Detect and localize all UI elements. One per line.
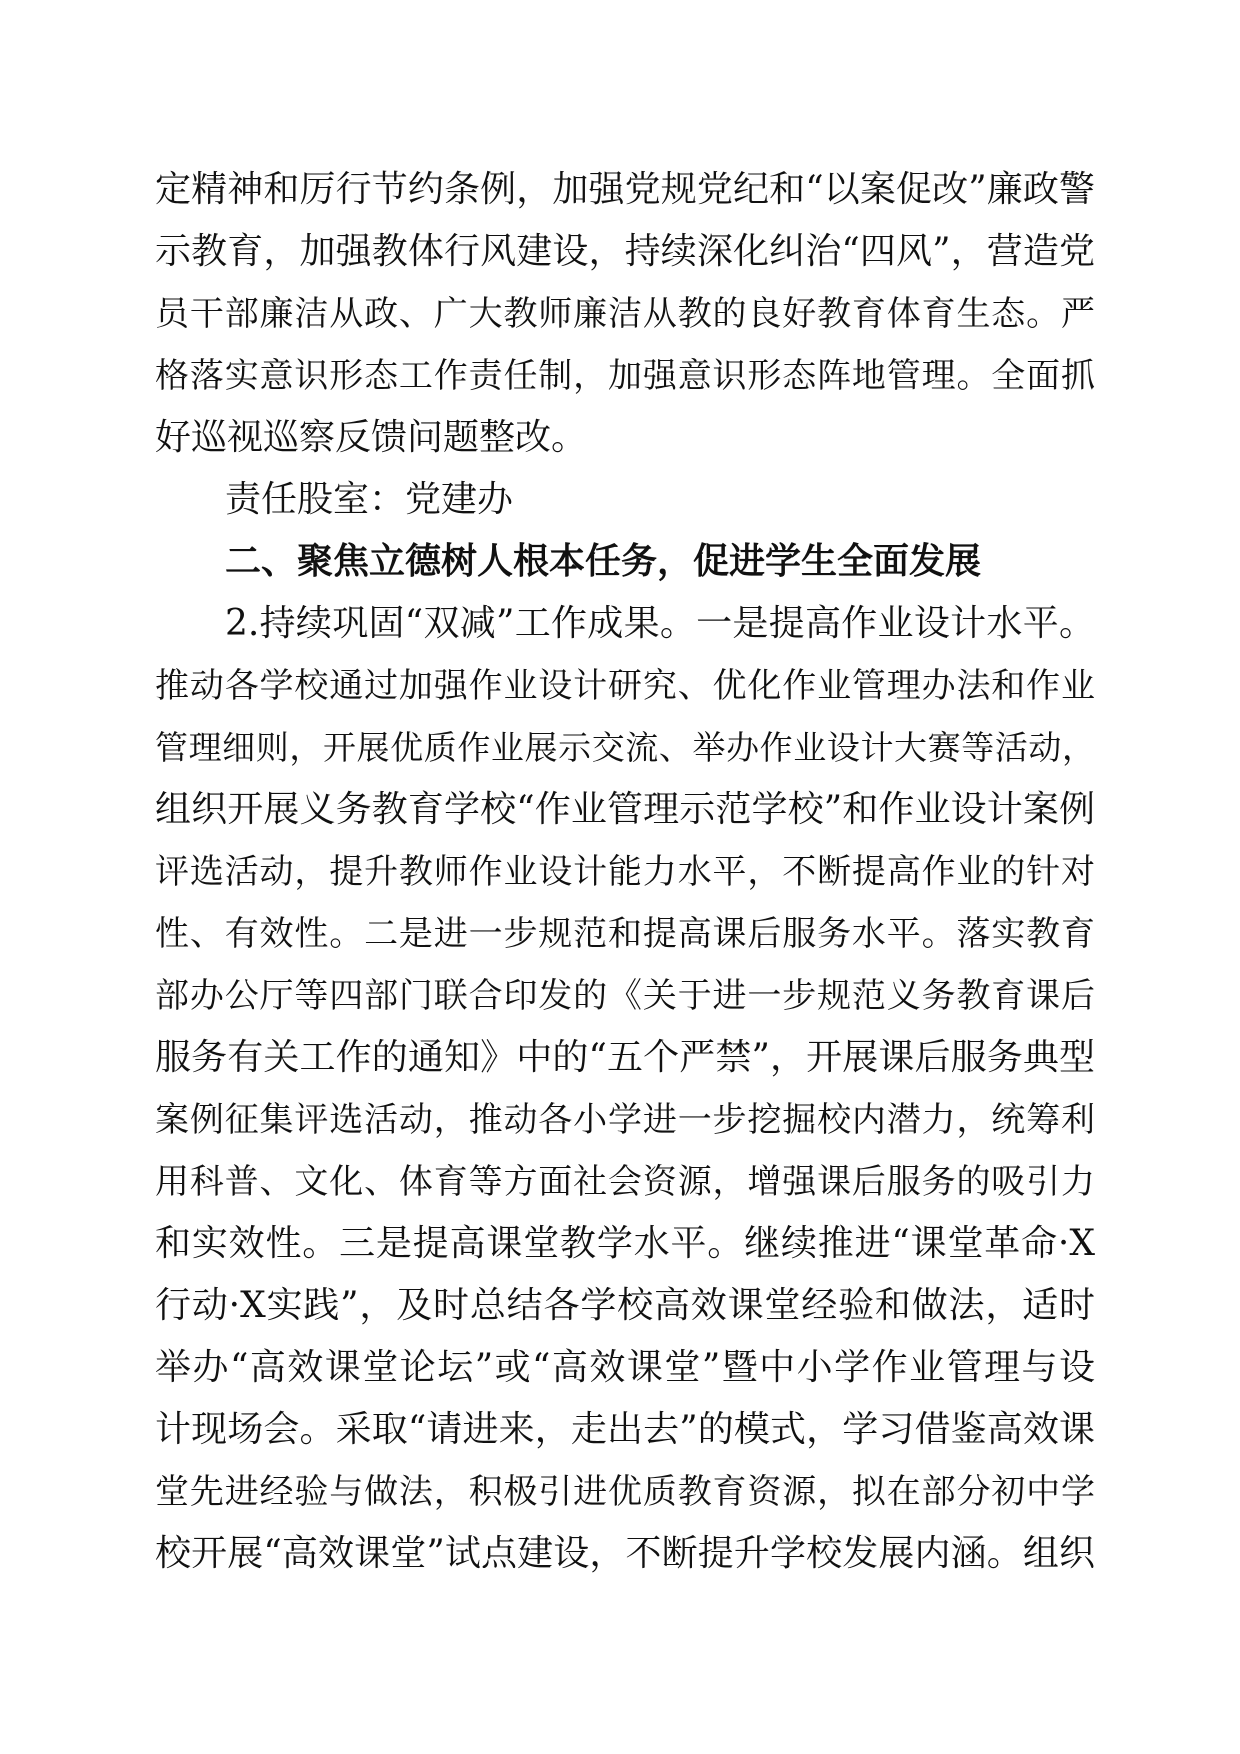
body-text-line: 校开展“高效课堂”试点建设，不断提升学校发展内涵。组织 [155,1533,1095,1574]
body-text-line: 服务有关工作的通知》中的“五个严禁”，开展课后服务典型 [155,1037,1095,1078]
body-text-line: 组织开展义务教育学校“作业管理示范学校”和作业设计案例 [155,789,1095,830]
section-heading: 二、聚焦立德树人根本任务，促进学生全面发展 [225,541,982,582]
body-text-line: 管理细则，开展优质作业展示交流、举办作业设计大赛等活动， [155,728,1095,767]
body-text-line: 推动各学校通过加强作业设计研究、优化作业管理办法和作业 [155,666,1095,706]
body-text-line: 堂先进经验与做法，积极引进优质教育资源，拟在部分初中学 [155,1472,1095,1512]
body-text-line: 格落实意识形态工作责任制，加强意识形态阵地管理。全面抓 [155,356,1095,396]
body-text-line: 2.持续巩固“双减”工作成果。一是提高作业设计水平。 [225,603,1095,644]
body-text-line: 定精神和厉行节约条例，加强党规党纪和“以案促改”廉政警 [155,169,1095,210]
body-text-line: 部办公厅等四部门联合印发的《关于进一步规范义务教育课后 [155,976,1095,1016]
body-text-line: 和实效性。三是提高课堂教学水平。继续推进“课堂革命·X [155,1223,1095,1264]
body-text-line: 案例征集评选活动，推动各小学进一步挖掘校内潜力，统筹利 [155,1100,1095,1140]
body-text-line: 性、有效性。二是进一步规范和提高课后服务水平。落实教育 [155,914,1095,954]
body-text-line: 计现场会。采取“请进来，走出去”的模式，学习借鉴高效课 [155,1409,1095,1450]
body-text-line: 示教育，加强教体行风建设，持续深化纠治“四风”，营造党 [155,231,1095,272]
body-text-line: 举办“高效课堂论坛”或“高效课堂”暨中小学作业管理与设 [155,1347,1095,1388]
body-text-line: 好巡视巡察反馈问题整改。 [155,417,588,458]
responsible-office: 责任股室：党建办 [225,479,514,520]
body-text-line: 行动·X实践”，及时总结各学校高效课堂经验和做法，适时 [155,1285,1095,1326]
body-text-line: 用科普、文化、体育等方面社会资源，增强课后服务的吸引力 [155,1162,1095,1202]
body-text-line: 评选活动，提升教师作业设计能力水平，不断提高作业的针对 [155,852,1095,892]
body-text-line: 员干部廉洁从政、广大教师廉洁从教的良好教育体育生态。严 [155,294,1095,334]
